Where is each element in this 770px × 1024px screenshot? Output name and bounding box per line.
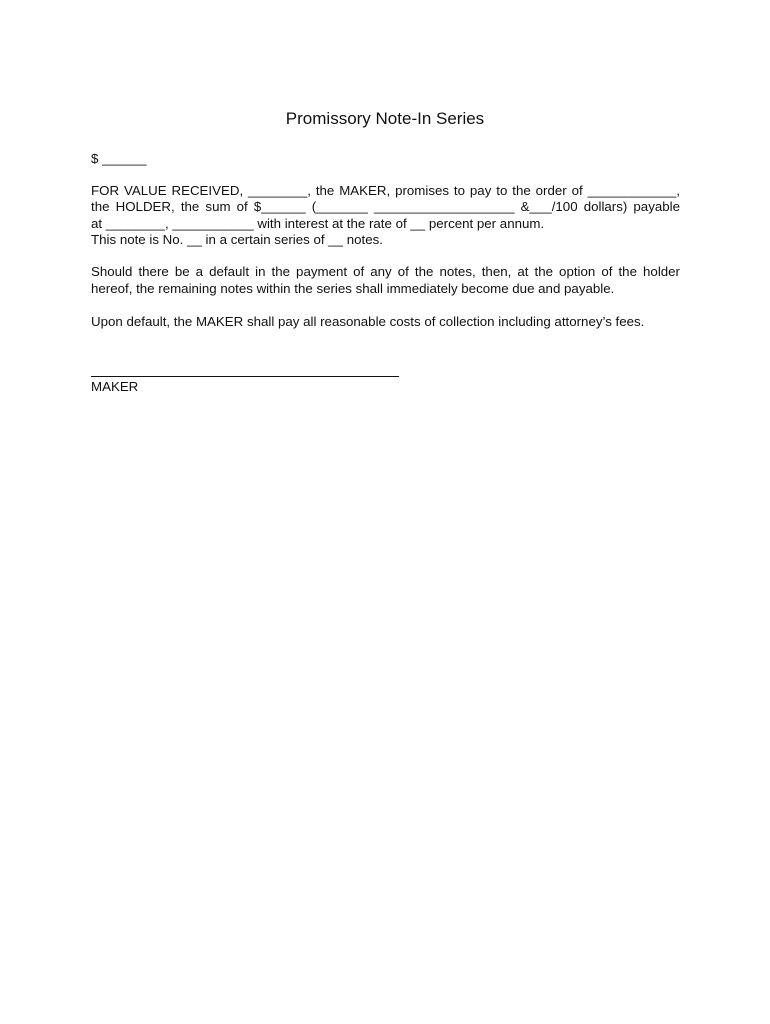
document-title: Promissory Note-In Series xyxy=(285,109,485,128)
paragraph-2-line-1: Should there be a default in the payment of any of the notes, then, at the option of the holder xyxy=(91,264,680,279)
paragraph-1-line-3: at ________, ___________ with interest at the rate of __ percent per annum. xyxy=(91,216,545,231)
paragraph-2-line-2: hereof, the remaining notes within the series shall immediately become due and payable. xyxy=(91,281,615,296)
paragraph-1-line-2: the HOLDER, the sum of $______ (_______ ___________________ &___/100 dollars) payable xyxy=(91,199,680,214)
paragraph-1-line-4: This note is No. __ in a certain series of __ notes. xyxy=(91,232,383,247)
signature-label: MAKER xyxy=(91,379,139,394)
paragraph-1-line-1: FOR VALUE RECEIVED, ________, the MAKER, promises to pay to the order of ____________, xyxy=(91,183,680,198)
signature-line xyxy=(91,376,399,377)
paragraph-3: Upon default, the MAKER shall pay all reasonable costs of collection including attorney’s fees. xyxy=(91,314,645,329)
amount-line: $ ______ xyxy=(91,151,147,166)
